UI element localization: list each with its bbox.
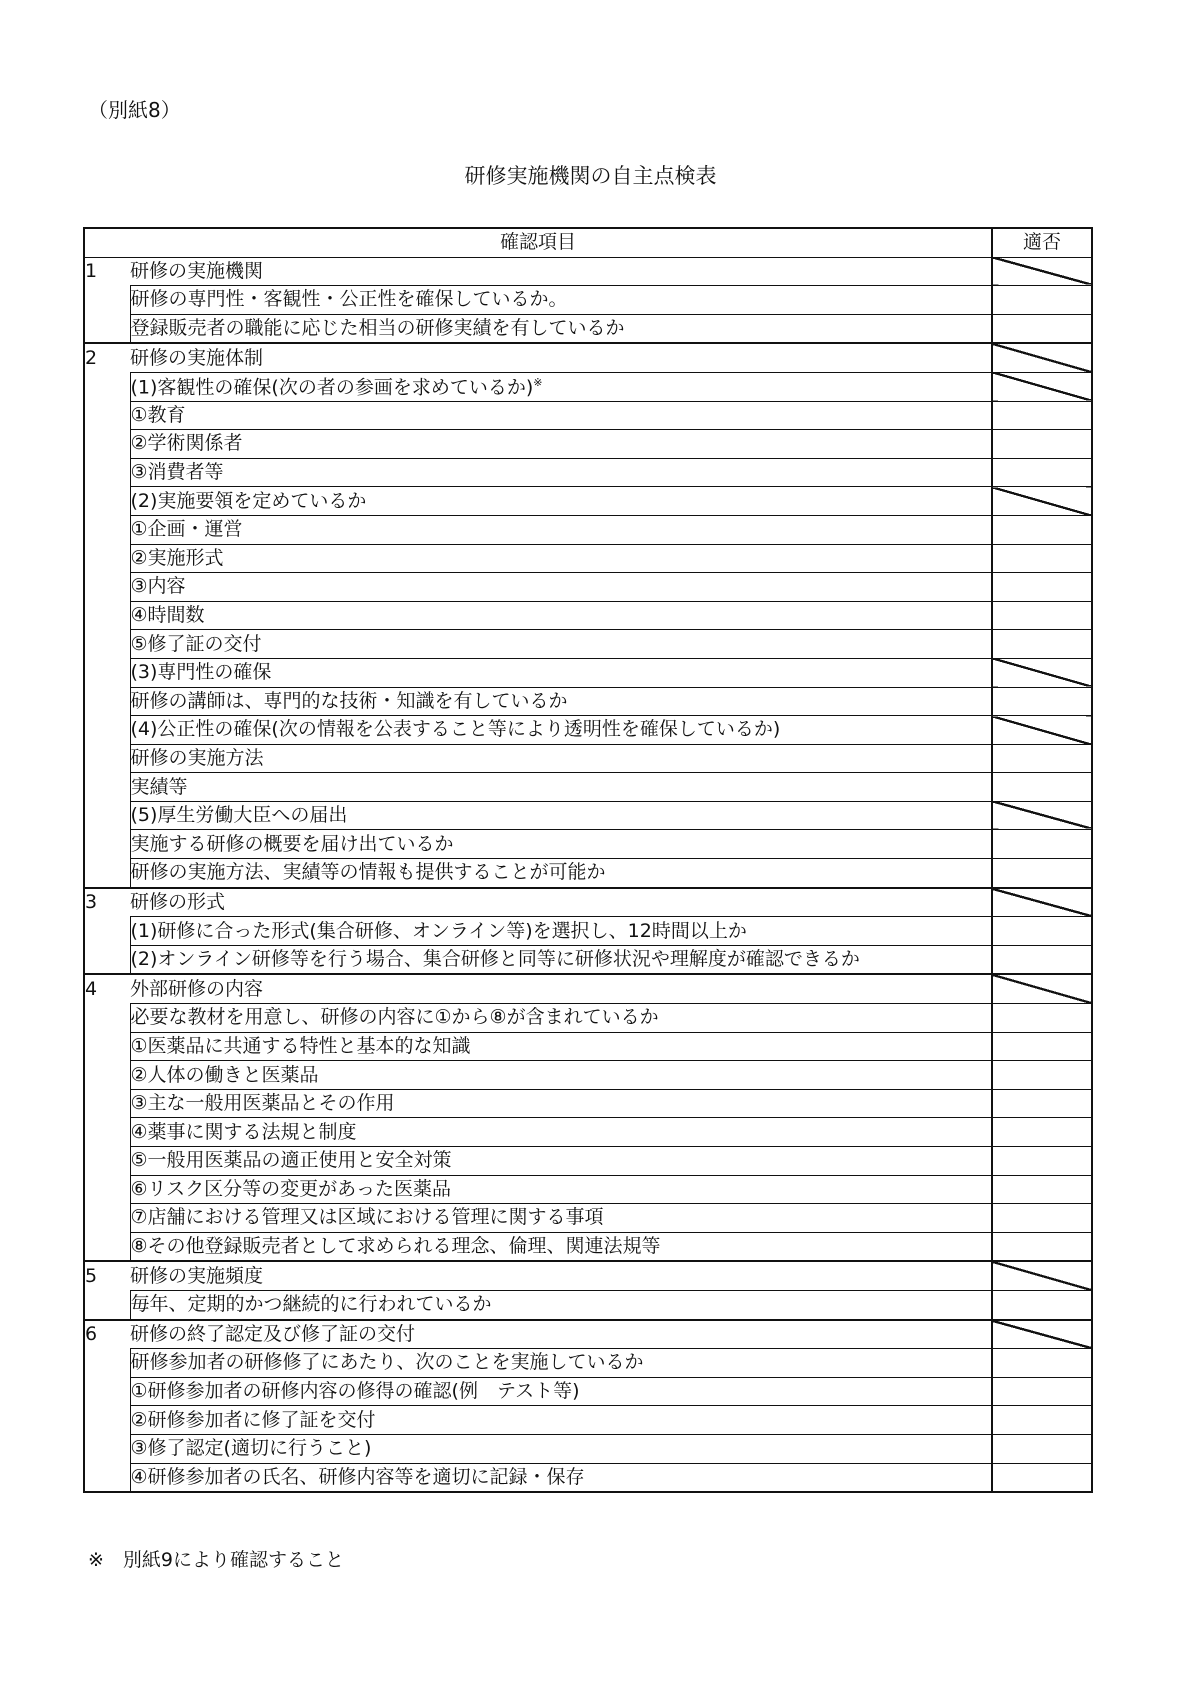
fit-cell-na bbox=[992, 801, 1092, 830]
check-item: 実施する研修の概要を届け出ているか bbox=[130, 830, 992, 859]
fit-cell[interactable] bbox=[992, 544, 1092, 573]
fit-cell[interactable] bbox=[992, 859, 1092, 888]
section-number: 5 bbox=[84, 1261, 130, 1290]
check-item: ②実施形式 bbox=[130, 544, 992, 573]
table-row bbox=[84, 286, 1092, 315]
check-item: ③修了認定(適切に行うこと) bbox=[130, 1434, 992, 1463]
fit-cell[interactable] bbox=[992, 1463, 1092, 1492]
check-item: 毎年、定期的かつ継続的に行われているか bbox=[130, 1290, 992, 1319]
fit-cell[interactable] bbox=[992, 1118, 1092, 1147]
header-item: 確認項目 bbox=[84, 228, 992, 257]
check-item: (5)厚生労働大臣への届出 bbox=[130, 801, 992, 830]
check-item: ①医薬品に共通する特性と基本的な知識 bbox=[130, 1032, 992, 1061]
table-row bbox=[84, 1320, 1092, 1349]
fit-cell[interactable] bbox=[992, 1004, 1092, 1033]
check-item: ①企画・運営 bbox=[130, 515, 992, 544]
table-row bbox=[84, 515, 1092, 544]
table-row bbox=[84, 1406, 1092, 1435]
fit-cell[interactable] bbox=[992, 1406, 1092, 1435]
fit-cell[interactable] bbox=[992, 945, 1092, 974]
table-row bbox=[84, 1032, 1092, 1061]
fit-cell-na bbox=[992, 487, 1092, 516]
check-item: ④研修参加者の氏名、研修内容等を適切に記録・保存 bbox=[130, 1463, 992, 1492]
table-row bbox=[84, 1463, 1092, 1492]
fit-cell[interactable] bbox=[992, 630, 1092, 659]
check-item: ②学術関係者 bbox=[130, 430, 992, 459]
fit-cell[interactable] bbox=[992, 1089, 1092, 1118]
check-item-text: (1)客観性の確保(次の者の参画を求めているか) bbox=[130, 375, 534, 398]
footnote-mark: ※ bbox=[533, 375, 543, 389]
table-row bbox=[84, 1175, 1092, 1204]
table-row bbox=[84, 1204, 1092, 1233]
table-row bbox=[84, 1004, 1092, 1033]
table-row bbox=[84, 1290, 1092, 1319]
fit-cell[interactable] bbox=[992, 1290, 1092, 1319]
section-heading: 研修の形式 bbox=[130, 888, 992, 917]
fit-cell[interactable] bbox=[992, 917, 1092, 946]
table-row bbox=[84, 1377, 1092, 1406]
table-row bbox=[84, 372, 1092, 401]
table-row bbox=[84, 716, 1092, 745]
fit-cell[interactable] bbox=[992, 430, 1092, 459]
fit-cell[interactable] bbox=[992, 1204, 1092, 1233]
fit-cell[interactable] bbox=[992, 515, 1092, 544]
check-item: (2)実施要領を定めているか bbox=[130, 487, 992, 516]
check-item: ⑦店舗における管理又は区域における管理に関する事項 bbox=[130, 1204, 992, 1233]
check-item: 研修の講師は、専門的な技術・知識を有しているか bbox=[130, 687, 992, 716]
check-item: ①教育 bbox=[130, 401, 992, 430]
fit-cell-na bbox=[992, 372, 1092, 401]
attachment-label: （別紙8） bbox=[88, 98, 181, 122]
check-item: ③内容 bbox=[130, 573, 992, 602]
table-row bbox=[84, 945, 1092, 974]
table-row bbox=[84, 573, 1092, 602]
check-item: ②人体の働きと医薬品 bbox=[130, 1061, 992, 1090]
fit-cell[interactable] bbox=[992, 1032, 1092, 1061]
check-item: ⑧その他登録販売者として求められる理念、倫理、関連法規等 bbox=[130, 1232, 992, 1261]
check-item: 研修参加者の研修修了にあたり、次のことを実施しているか bbox=[130, 1349, 992, 1378]
check-item: (1)研修に合った形式(集合研修、オンライン等)を選択し、12時間以上か bbox=[130, 917, 992, 946]
fit-cell[interactable] bbox=[992, 1061, 1092, 1090]
fit-cell[interactable] bbox=[992, 1377, 1092, 1406]
fit-cell[interactable] bbox=[992, 1232, 1092, 1261]
fit-cell[interactable] bbox=[992, 573, 1092, 602]
fit-cell[interactable] bbox=[992, 458, 1092, 487]
table-row bbox=[84, 1261, 1092, 1290]
check-item: ⑥リスク区分等の変更があった医薬品 bbox=[130, 1175, 992, 1204]
table-row bbox=[84, 257, 1092, 286]
fit-cell-na bbox=[992, 888, 1092, 917]
table-row bbox=[84, 430, 1092, 459]
section-number: 3 bbox=[84, 888, 130, 917]
section-heading: 外部研修の内容 bbox=[130, 974, 992, 1003]
fit-cell-na bbox=[992, 658, 1092, 687]
table-row bbox=[84, 773, 1092, 802]
section-heading: 研修の終了認定及び修了証の交付 bbox=[130, 1320, 992, 1349]
table-row bbox=[84, 401, 1092, 430]
fit-cell-na bbox=[992, 974, 1092, 1003]
check-item: ④薬事に関する法規と制度 bbox=[130, 1118, 992, 1147]
section-heading: 研修の実施機関 bbox=[130, 257, 992, 286]
table-row bbox=[84, 314, 1092, 343]
fit-cell-na bbox=[992, 343, 1092, 372]
fit-cell[interactable] bbox=[992, 401, 1092, 430]
table-row bbox=[84, 1147, 1092, 1176]
header-fit: 適否 bbox=[992, 228, 1092, 257]
check-item: ①研修参加者の研修内容の修得の確認(例 テスト等) bbox=[130, 1377, 992, 1406]
table-row bbox=[84, 830, 1092, 859]
check-item: 実績等 bbox=[130, 773, 992, 802]
fit-cell-na bbox=[992, 257, 1092, 286]
table-row bbox=[84, 487, 1092, 516]
section-heading: 研修の実施体制 bbox=[130, 343, 992, 372]
document-title: 研修実施機関の自主点検表 bbox=[464, 164, 717, 188]
check-item: (4)公正性の確保(次の情報を公表すること等により透明性を確保しているか) bbox=[130, 716, 992, 745]
check-item: 必要な教材を用意し、研修の内容に①から⑧が含まれているか bbox=[130, 1004, 992, 1033]
section-number: 2 bbox=[84, 343, 130, 372]
fit-cell[interactable] bbox=[992, 773, 1092, 802]
table-row bbox=[84, 601, 1092, 630]
check-item: ⑤一般用医薬品の適正使用と安全対策 bbox=[130, 1147, 992, 1176]
section-number: 1 bbox=[85, 260, 98, 283]
table-row bbox=[84, 1349, 1092, 1378]
fit-cell-na bbox=[992, 716, 1092, 745]
table-row bbox=[84, 1232, 1092, 1261]
table-row bbox=[84, 974, 1092, 1003]
table-row bbox=[84, 1118, 1092, 1147]
fit-cell[interactable] bbox=[992, 601, 1092, 630]
section-number: 4 bbox=[84, 974, 130, 1003]
check-item bbox=[130, 372, 992, 401]
fit-cell[interactable] bbox=[992, 1147, 1092, 1176]
table-row bbox=[84, 1434, 1092, 1463]
table-row bbox=[84, 859, 1092, 888]
fit-cell-na bbox=[992, 1320, 1092, 1349]
check-item: 研修の実施方法 bbox=[130, 744, 992, 773]
fit-cell[interactable] bbox=[992, 1434, 1092, 1463]
fit-cell[interactable] bbox=[992, 1175, 1092, 1204]
check-item: ⑤修了証の交付 bbox=[130, 630, 992, 659]
fit-cell[interactable] bbox=[992, 286, 1092, 315]
table-row bbox=[84, 917, 1092, 946]
table-row bbox=[84, 744, 1092, 773]
section-heading: 研修の実施頻度 bbox=[130, 1261, 992, 1290]
fit-cell[interactable] bbox=[992, 830, 1092, 859]
footnote: ※ 別紙9により確認すること bbox=[88, 1549, 345, 1571]
check-item: ③消費者等 bbox=[130, 458, 992, 487]
fit-cell[interactable] bbox=[992, 1349, 1092, 1378]
fit-cell[interactable] bbox=[992, 314, 1092, 343]
table-row bbox=[84, 888, 1092, 917]
check-item: ②研修参加者に修了証を交付 bbox=[130, 1406, 992, 1435]
check-item: (2)オンライン研修等を行う場合、集合研修と同等に研修状況や理解度が確認できるか bbox=[130, 945, 992, 974]
fit-cell[interactable] bbox=[992, 744, 1092, 773]
table-row bbox=[84, 630, 1092, 659]
section-number: 6 bbox=[84, 1320, 130, 1349]
check-item: (3)専門性の確保 bbox=[130, 658, 992, 687]
check-item: 研修の実施方法、実績等の情報も提供することが可能か bbox=[130, 859, 992, 888]
table-row bbox=[84, 1089, 1092, 1118]
check-item: ④時間数 bbox=[130, 601, 992, 630]
table-row bbox=[84, 658, 1092, 687]
table-row bbox=[84, 801, 1092, 830]
check-item: 研修の専門性・客観性・公正性を確保しているか。 bbox=[130, 286, 992, 315]
check-item: ③主な一般用医薬品とその作用 bbox=[130, 1089, 992, 1118]
checklist-table bbox=[83, 227, 1093, 1493]
table-row bbox=[84, 343, 1092, 372]
check-item: 登録販売者の職能に応じた相当の研修実績を有しているか bbox=[130, 314, 992, 343]
fit-cell-na bbox=[992, 1261, 1092, 1290]
table-row bbox=[84, 458, 1092, 487]
table-header bbox=[84, 228, 1092, 257]
table-row bbox=[84, 544, 1092, 573]
table-row bbox=[84, 687, 1092, 716]
table-row bbox=[84, 1061, 1092, 1090]
fit-cell[interactable] bbox=[992, 687, 1092, 716]
